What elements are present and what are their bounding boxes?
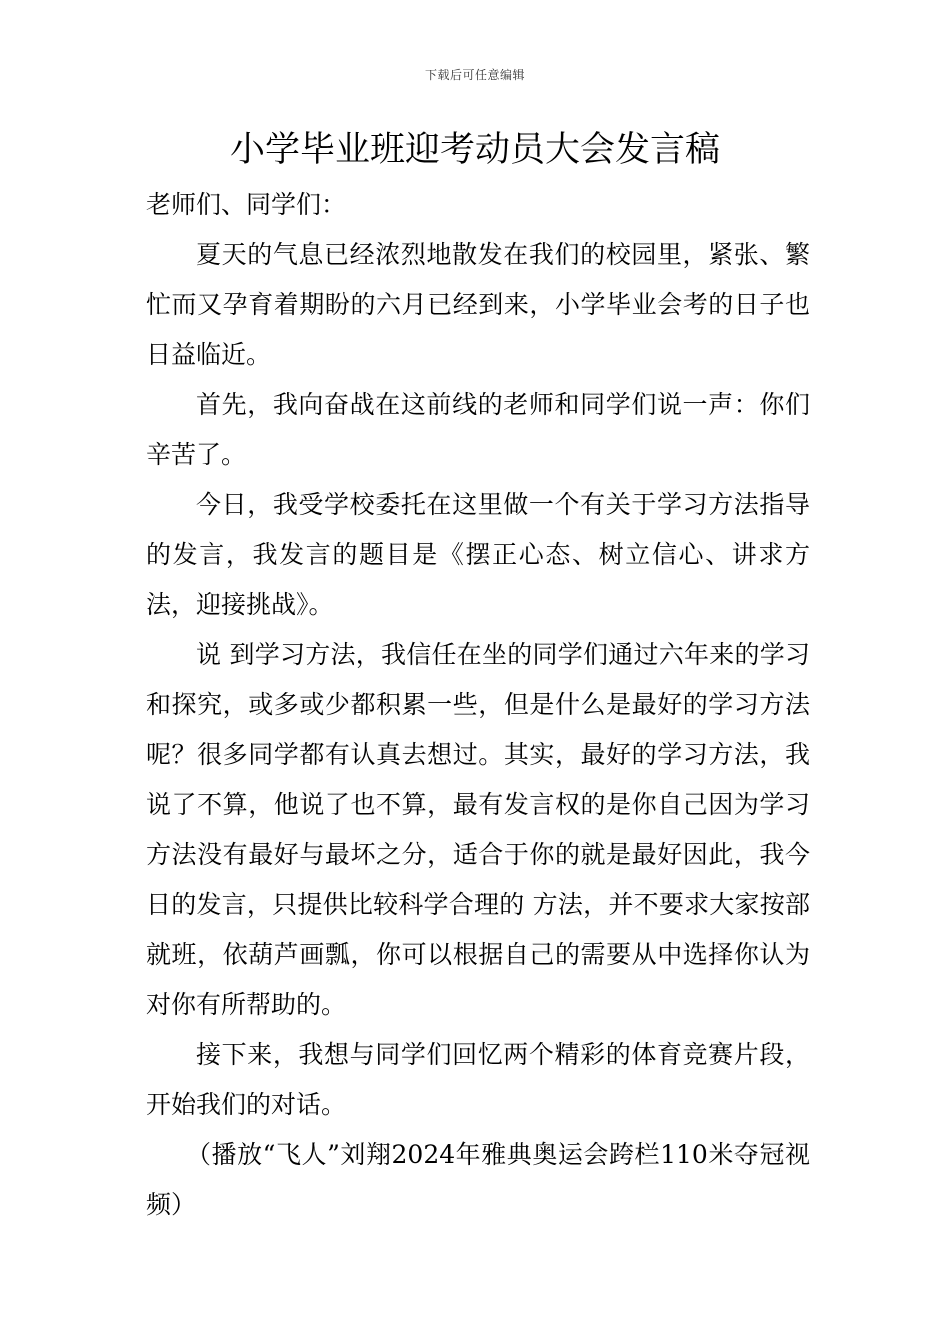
- salutation: 老师们、同学们：: [146, 190, 347, 219]
- paragraph-4: 说 到学习方法，我信任在坐的同学们通过六年来的学习和探究，或多或少都积累一些，但是什么是最好的学习方法呢？很多同学都有认真去想过。其实，最好的学习方法，我说了不算，他说了也不算，最有发言权的是你自己因为学习方法没有最好与最坏之分，适合于你的就是最好因此，我今日的发言，只提供比较科学合理的 方法，并不要求大家按部就班，依葫芦画瓢，你可以根据自己的需要从中选择你认为对你有所帮助的。: [146, 640, 810, 1019]
- document-body: [146, 180, 810, 1230]
- paragraph-3: 今日，我受学校委托在这里做一个有关于学习方法指导的发言，我发言的题目是《摆正心态、树立信心、讲求方法，迎接挑战》。: [146, 490, 810, 619]
- document-title: 小学毕业班迎考动员大会发言稿: [229, 130, 720, 170]
- video-note: （播放“飞人”刘翔2024年雅典奥运会跨栏110米夺冠视频）: [146, 1140, 810, 1219]
- paragraph-2: 首先，我向奋战在这前线的老师和同学们说一声：你们辛苦了。: [146, 390, 810, 469]
- header-note: 下载后可任意编辑: [424, 68, 525, 82]
- paragraph-5: 接下来，我想与同学们回忆两个精彩的体育竞赛片段，开始我们的对话。: [146, 1040, 810, 1119]
- paragraph-1: 夏天的气息已经浓烈地散发在我们的校园里，紧张、繁忙而又孕育着期盼的六月已经到来，小学毕业会考的日子也日益临近。: [146, 240, 810, 369]
